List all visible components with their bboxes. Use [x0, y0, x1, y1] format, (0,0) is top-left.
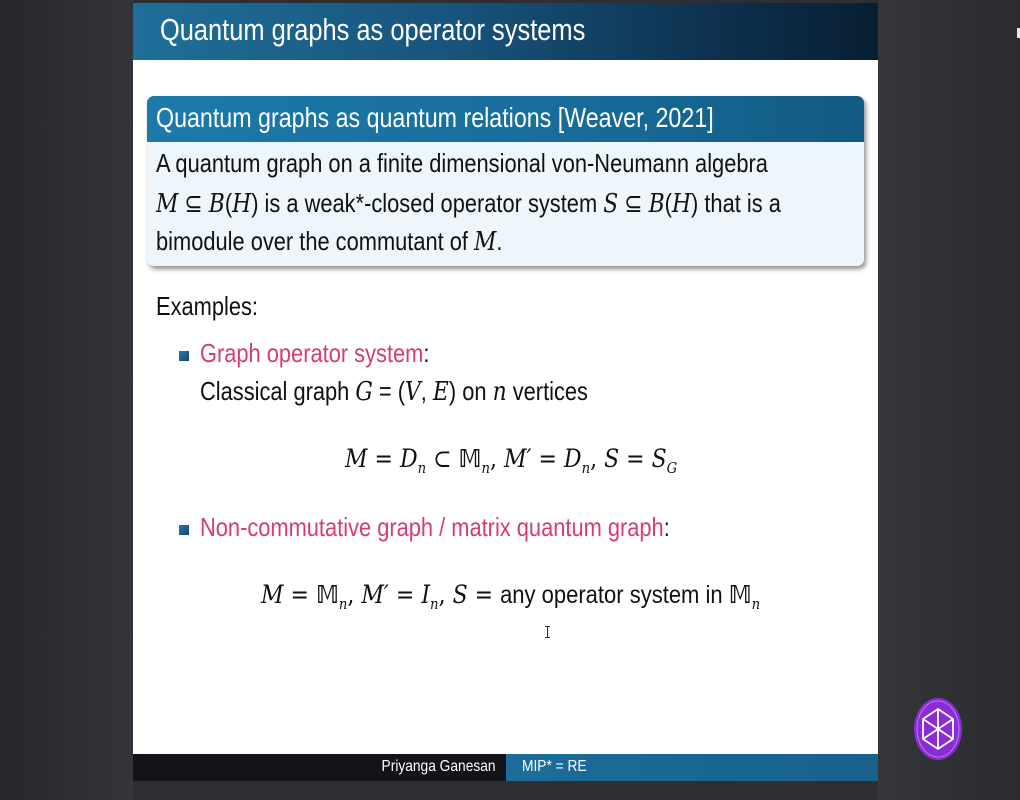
text-cursor-icon: [545, 626, 550, 638]
footer-author-panel: [133, 754, 506, 781]
definition-block-title: Quantum graphs as quantum relations [Weaver, 2021]: [156, 102, 714, 133]
example-2-equation: M = 𝕄$_n$, $M' = I_n$, S = any operator system in 𝕄$_n$: [261, 580, 761, 613]
example-1-description: Classical graph G = (V, E) on n vertices: [200, 376, 588, 407]
bullet-icon: [179, 525, 189, 535]
footer-author: Priyanga Ganesan: [382, 758, 496, 775]
slide-footer: [133, 754, 878, 781]
bullet-icon: [179, 351, 189, 361]
example-1-heading: Graph operator system:: [200, 338, 430, 368]
definition-block-header: [147, 96, 864, 142]
footer-short-title: MIP* = RE: [522, 758, 587, 775]
definition-block: [147, 96, 864, 266]
presentation-slide: [133, 3, 878, 781]
definition-line-2: M ⊆ B(H) is a weak*-closed operator system S ⊆ B(H) that is a: [156, 188, 781, 219]
definition-line-1: A quantum graph on a finite dimensional von-Neumann algebra: [156, 148, 768, 178]
footer-title-panel: [506, 754, 878, 781]
institute-logo-icon: [913, 697, 963, 761]
definition-block-body: [147, 142, 864, 266]
example-1-equation: $M = D_n$ ⊂ 𝕄$_n$, $M' = D_n$, $S = S_G$: [345, 444, 678, 477]
video-backdrop-left: [0, 0, 133, 800]
slide-header: [133, 3, 878, 60]
slide-title: Quantum graphs as operator systems: [160, 12, 586, 47]
video-backdrop-right: [878, 0, 1020, 800]
definition-line-3: bimodule over the commutant of M.: [156, 226, 503, 257]
examples-label: Examples:: [156, 291, 258, 321]
example-2-heading: Non-commutative graph / matrix quantum graph:: [200, 512, 670, 542]
